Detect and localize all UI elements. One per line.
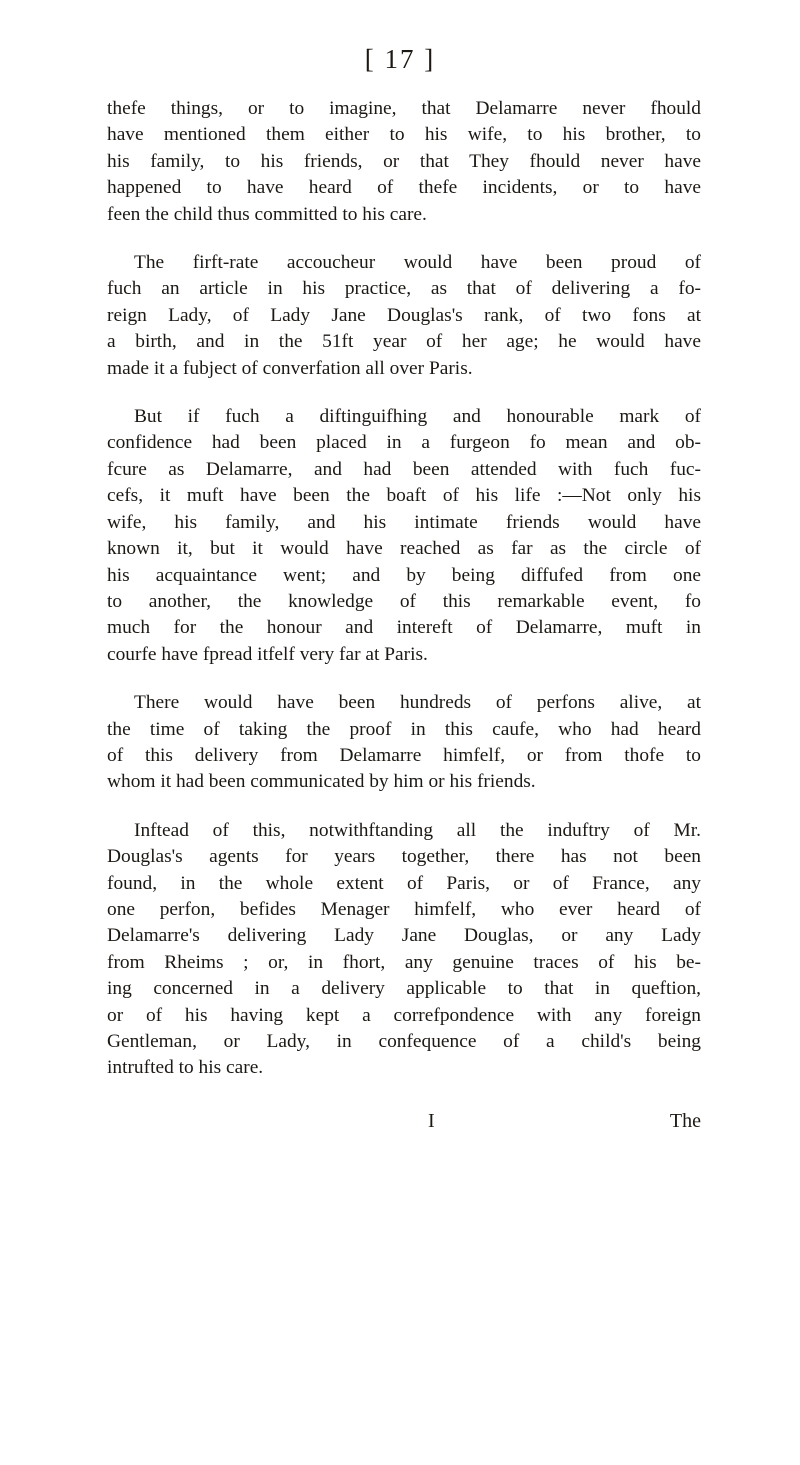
text-line: his family, to his friends, or that They fhould never have bbox=[107, 150, 701, 172]
text-line: courfe have fpread itfelf very far at Paris. bbox=[107, 643, 428, 665]
page-footer bbox=[107, 1110, 701, 1140]
text-line: Gentleman, or Lady, in confequence of a child's being bbox=[107, 1031, 701, 1052]
text-line: confidence had been placed in a furgeon fo mean and ob- bbox=[107, 432, 701, 454]
text-line: Douglas's agents for years together, there has not been bbox=[107, 846, 701, 868]
text-line: happened to have heard of thefe incidents, or to have bbox=[107, 177, 701, 199]
text-line: ing concerned in a delivery applicable to that in queftion, bbox=[107, 978, 701, 1000]
paragraph-5 bbox=[107, 818, 701, 1082]
text-line: intrufted to his care. bbox=[107, 1057, 264, 1079]
text-line: found, in the whole extent of Paris, or of France, any bbox=[107, 872, 701, 894]
text-line: of this delivery from Delamarre himfelf, or from thofe to bbox=[107, 744, 701, 766]
text-line: or of his having kept a correfpondence with any foreign bbox=[107, 1004, 701, 1026]
text-line: much for the honour and intereft of Delamarre, muft in bbox=[107, 617, 701, 639]
text-line: cefs, it muft have been the boaft of his life :—Not only his bbox=[107, 485, 701, 507]
text-line: reign Lady, of Lady Jane Douglas's rank, of two fons at bbox=[107, 304, 701, 326]
signature-mark: I bbox=[428, 1110, 435, 1132]
text-line: feen the child thus committed to his care. bbox=[107, 203, 427, 225]
paragraph-4 bbox=[107, 690, 701, 796]
text-line: fcure as Delamarre, and had been attended with fuch fuc- bbox=[107, 458, 701, 480]
text-line: from Rheims ; or, in fhort, any genuine traces of his be- bbox=[107, 951, 701, 973]
text-line: Delamarre's delivering Lady Jane Douglas, or any Lady bbox=[107, 925, 701, 947]
paragraph-3 bbox=[107, 404, 701, 668]
text-line-content: The firft-rate accoucheur would have been proud of bbox=[134, 252, 701, 274]
body-text bbox=[107, 96, 701, 1082]
paragraph-1 bbox=[107, 96, 701, 228]
text-line: have mentioned them either to his wife, to his brother, to bbox=[107, 124, 701, 146]
catchword: The bbox=[669, 1110, 701, 1132]
text-line: wife, his family, and his intimate friends would have bbox=[107, 511, 701, 533]
text-line bbox=[107, 250, 701, 276]
page-number: [ 17 ] bbox=[364, 44, 436, 74]
text-line bbox=[107, 818, 701, 844]
text-line: whom it had been communicated by him or his friends. bbox=[107, 771, 536, 793]
text-line: his acquaintance went; and by being diffufed from one bbox=[107, 564, 701, 586]
text-line: a birth, and in the 51ft year of her age; he would have bbox=[107, 331, 701, 353]
text-line-content: Inftead of this, notwithftanding all the induftry of Mr. bbox=[134, 819, 701, 841]
text-line-content: There would have been hundreds of perfons alive, at bbox=[134, 692, 701, 714]
text-line: the time of taking the proof in this caufe, who had heard bbox=[107, 718, 701, 740]
text-line bbox=[107, 690, 701, 716]
text-line-content: But if fuch a diftinguifhing and honourable mark of bbox=[134, 406, 701, 428]
text-line: known it, but it would have reached as far as the circle of bbox=[107, 538, 701, 560]
text-line: to another, the knowledge of this remarkable event, fo bbox=[107, 590, 701, 612]
text-line bbox=[107, 404, 701, 430]
text-line: fuch an article in his practice, as that of delivering a fo- bbox=[107, 278, 701, 300]
text-line: thefe things, or to imagine, that Delamarre never fhould bbox=[107, 98, 701, 119]
paragraph-2 bbox=[107, 250, 701, 382]
text-line: made it a fubject of converfation all over Paris. bbox=[107, 357, 473, 379]
text-line: one perfon, befides Menager himfelf, who ever heard of bbox=[107, 898, 701, 920]
